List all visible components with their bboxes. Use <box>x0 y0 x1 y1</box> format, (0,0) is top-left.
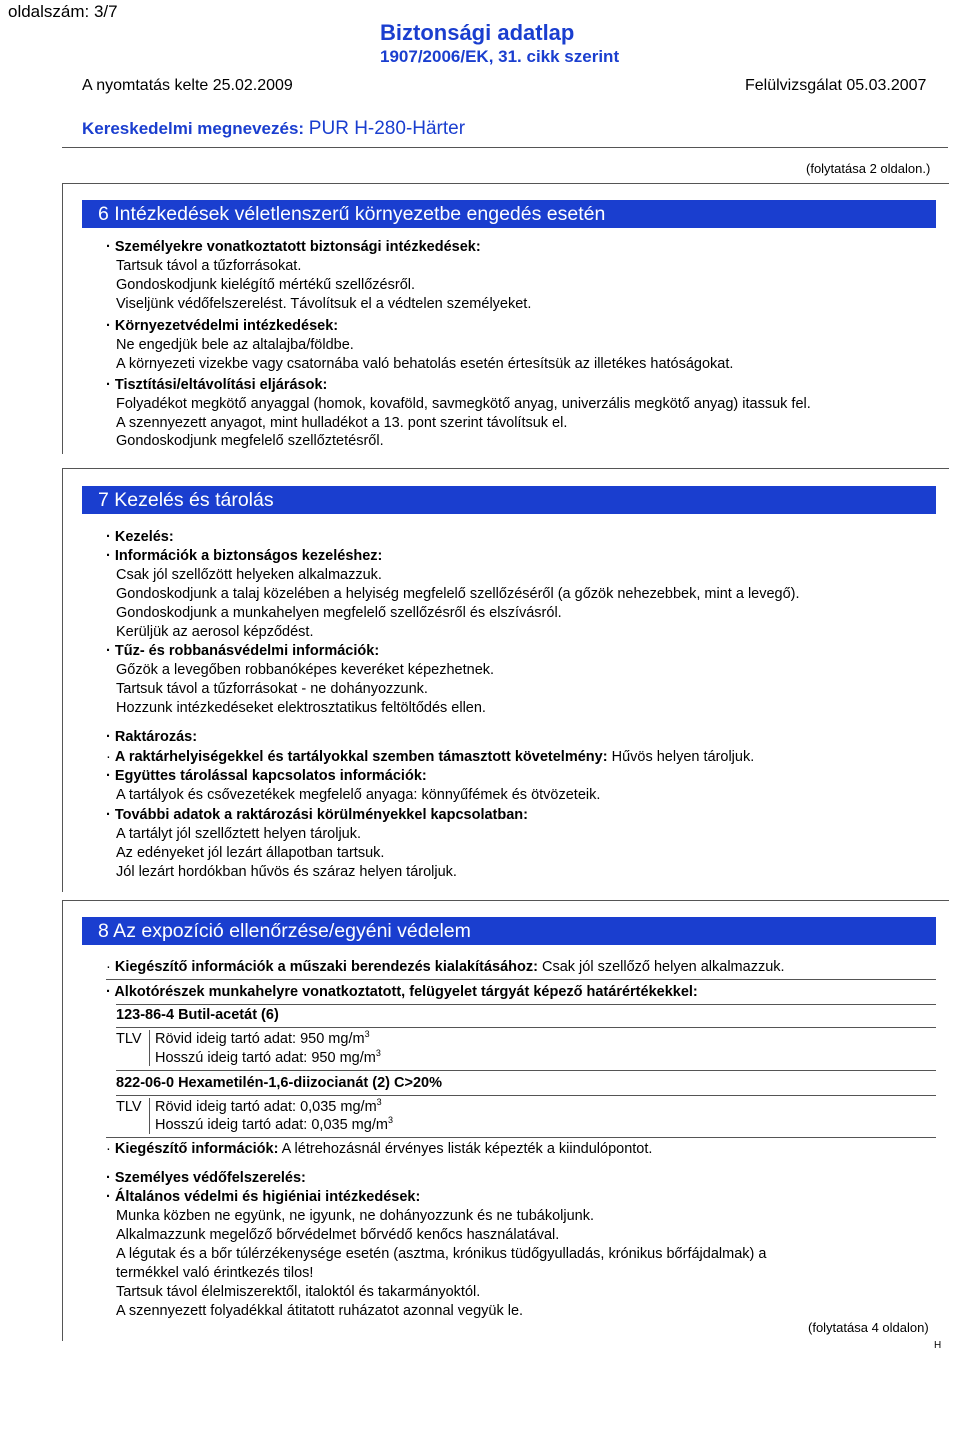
text-line: A tartályok és csővezetékek megfelelő anyaga: könnyűfémek és ötvözeteik. <box>116 787 601 803</box>
text-line: Folyadékot megkötő anyaggal (homok, kovaföld, savmegkötő anyag, univerzális megkötő anyag) itassuk fel. <box>116 396 811 412</box>
revision-date: Felülvizsgálat 05.03.2007 <box>745 77 927 94</box>
document-subtitle: 1907/2006/EK, 31. cikk szerint <box>380 47 620 66</box>
fire-explosion-label: · Tűz- és robbanásvédelmi információk: <box>106 643 380 659</box>
storage-label: · Raktározás: <box>106 729 198 745</box>
text-line: termékkel való érintkezés tilos! <box>116 1265 314 1281</box>
text-line: Tartsuk távol a tűzforrásokat. <box>116 258 302 274</box>
additional-info: · Kiegészítő információk: A létrehozásnál érvényes listák képezték a kiindulópontot. <box>106 1141 653 1157</box>
divider <box>106 1137 936 1138</box>
text-line: A szennyezett folyadékkal átitatott ruházatot azonnal vegyük le. <box>116 1303 524 1319</box>
header-divider <box>62 147 948 148</box>
section-8-heading: 8 Az expozíció ellenőrzése/egyéni védelem <box>82 917 936 945</box>
exposure-limits-label: · Alkotórészek munkahelyre vonatkoztatott, felügyelet tárgyát képező határértékekkel: <box>106 984 698 1000</box>
text-line: A tartályt jól szellőztett helyen tároljuk. <box>116 826 362 842</box>
footer-mark: H <box>934 1340 942 1351</box>
table-separator <box>149 1098 150 1134</box>
page-number: oldalszám: 3/7 <box>8 2 118 21</box>
text-line: Alkalmazzunk megelőző bőrvédelmet bőrvédő kenőcs használatával. <box>116 1227 560 1243</box>
technical-design-info: · Kiegészítő információk a műszaki berendezés kialakításához: Csak jól szellőző helyen alkalmazzuk. <box>106 959 785 975</box>
long-term-limit: Hosszú ideig tartó adat: 0,035 $mg/m^3$ <box>155 1115 393 1133</box>
text-line: A környezeti vizekbe vagy csatornába való behatolás esetén értesítsük az illetékes hatóságokat. <box>116 356 734 372</box>
further-storage-label: · További adatok a raktározási körülményekkel kapcsolatban: <box>106 807 528 823</box>
text-line: Gondoskodjunk megfelelő szellőztetésről. <box>116 433 384 449</box>
text-line: Az edényeket jól lezárt állapotban tartsuk. <box>116 845 385 861</box>
text-line: Tartsuk távol a tűzforrásokat - ne dohányozzunk. <box>116 681 428 697</box>
hygiene-label: · Általános védelmi és higiéniai intézkedések: <box>106 1189 421 1205</box>
text-line: Munka közben ne együnk, ne igyunk, ne dohányozzunk és ne tubákoljunk. <box>116 1208 595 1224</box>
short-term-limit: Rövid ideig tartó adat: 950 $mg/m^3$ <box>155 1029 370 1047</box>
environmental-precautions-label: · Környezetvédelmi intézkedések: <box>106 318 339 334</box>
short-term-limit: Rövid ideig tartó adat: 0,035 $mg/m^3$ <box>155 1097 382 1115</box>
joint-storage-label: · Együttes tárolással kapcsolatos információk: <box>106 768 427 784</box>
text-line: Viseljünk védőfelszerelést. Távolítsuk el a védtelen személyeket. <box>116 296 532 312</box>
document-title: Biztonsági adatlap <box>380 20 575 45</box>
text-line: Kerüljük az aerosol képződést. <box>116 624 314 640</box>
text-line: Gondoskodjunk a munkahelyen megfelelő szellőzésről és elszívásról. <box>116 605 562 621</box>
text-line: Tartsuk távol élelmiszerektől, italoktól és takarmányoktól. <box>116 1284 481 1300</box>
safe-handling-label: · Információk a biztonságos kezeléshez: <box>106 548 383 564</box>
section-7-heading: 7 Kezelés és tárolás <box>82 486 936 514</box>
cleanup-methods-label: · Tisztítási/eltávolítási eljárások: <box>106 377 328 393</box>
ppe-label: · Személyes védőfelszerelés: <box>106 1170 306 1186</box>
text-line: Jól lezárt hordókban hűvös és száraz helyen tároljuk. <box>116 864 457 880</box>
text-line: A légutak és a bőr túlérzékenysége esetén (asztma, krónikus tüdőgyulladás, krónikus bőrfájdalmak) a <box>116 1246 767 1262</box>
divider <box>116 1070 936 1071</box>
divider <box>106 979 936 980</box>
text-line: Csak jól szellőzött helyeken alkalmazzuk. <box>116 567 382 583</box>
substance-name: 822-06-0 Hexametilén-1,6-diizocianát (2) C>20% <box>116 1075 442 1091</box>
divider <box>116 1004 936 1005</box>
divider <box>116 1027 936 1028</box>
continued-from: (folytatása 2 oldalon.) <box>806 161 931 176</box>
substance-name: 123-86-4 Butil-acetát (6) <box>116 1007 279 1023</box>
continued-to: (folytatása 4 oldalon) <box>808 1320 929 1335</box>
divider <box>116 1095 936 1096</box>
long-term-limit: Hosszú ideig tartó adat: 950 $mg/m^3$ <box>155 1048 381 1066</box>
trade-name-label: Kereskedelmi megnevezés: <box>82 119 305 138</box>
trade-name: PUR H-280-Härter <box>308 118 466 139</box>
limit-type: TLV <box>116 1031 142 1047</box>
text-line: Ne engedjük bele az altalajba/földbe. <box>116 337 354 353</box>
text-line: Gőzök a levegőben robbanóképes keveréket képezhetnek. <box>116 662 495 678</box>
text-line: Gondoskodjunk a talaj közelében a helyiség megfelelő szellőzéséről (a gőzök nehezebbek, mint a levegő). <box>116 586 800 602</box>
limit-type: TLV <box>116 1099 142 1115</box>
table-separator <box>149 1030 150 1066</box>
text-line: A szennyezett anyagot, mint hulladékot a 13. pont szerint távolítsuk el. <box>116 415 568 431</box>
text-line: Gondoskodjunk kielégítő mértékű szellőzésről. <box>116 277 416 293</box>
personal-precautions-label: · Személyekre vonatkoztatott biztonsági intézkedések: <box>106 239 481 255</box>
text-line: Hozzunk intézkedéseket elektrosztatikus feltöltődés ellen. <box>116 700 486 716</box>
storage-requirements: · A raktárhelyiségekkel és tartályokkal szemben támasztott követelmény: Hűvös helyen tároljuk. <box>106 749 755 765</box>
handling-label: · Kezelés: <box>106 529 174 545</box>
trade-name-line <box>82 118 465 140</box>
print-date: A nyomtatás kelte 25.02.2009 <box>82 77 293 94</box>
section-6-heading: 6 Intézkedések véletlenszerű környezetbe engedés esetén <box>82 200 936 228</box>
